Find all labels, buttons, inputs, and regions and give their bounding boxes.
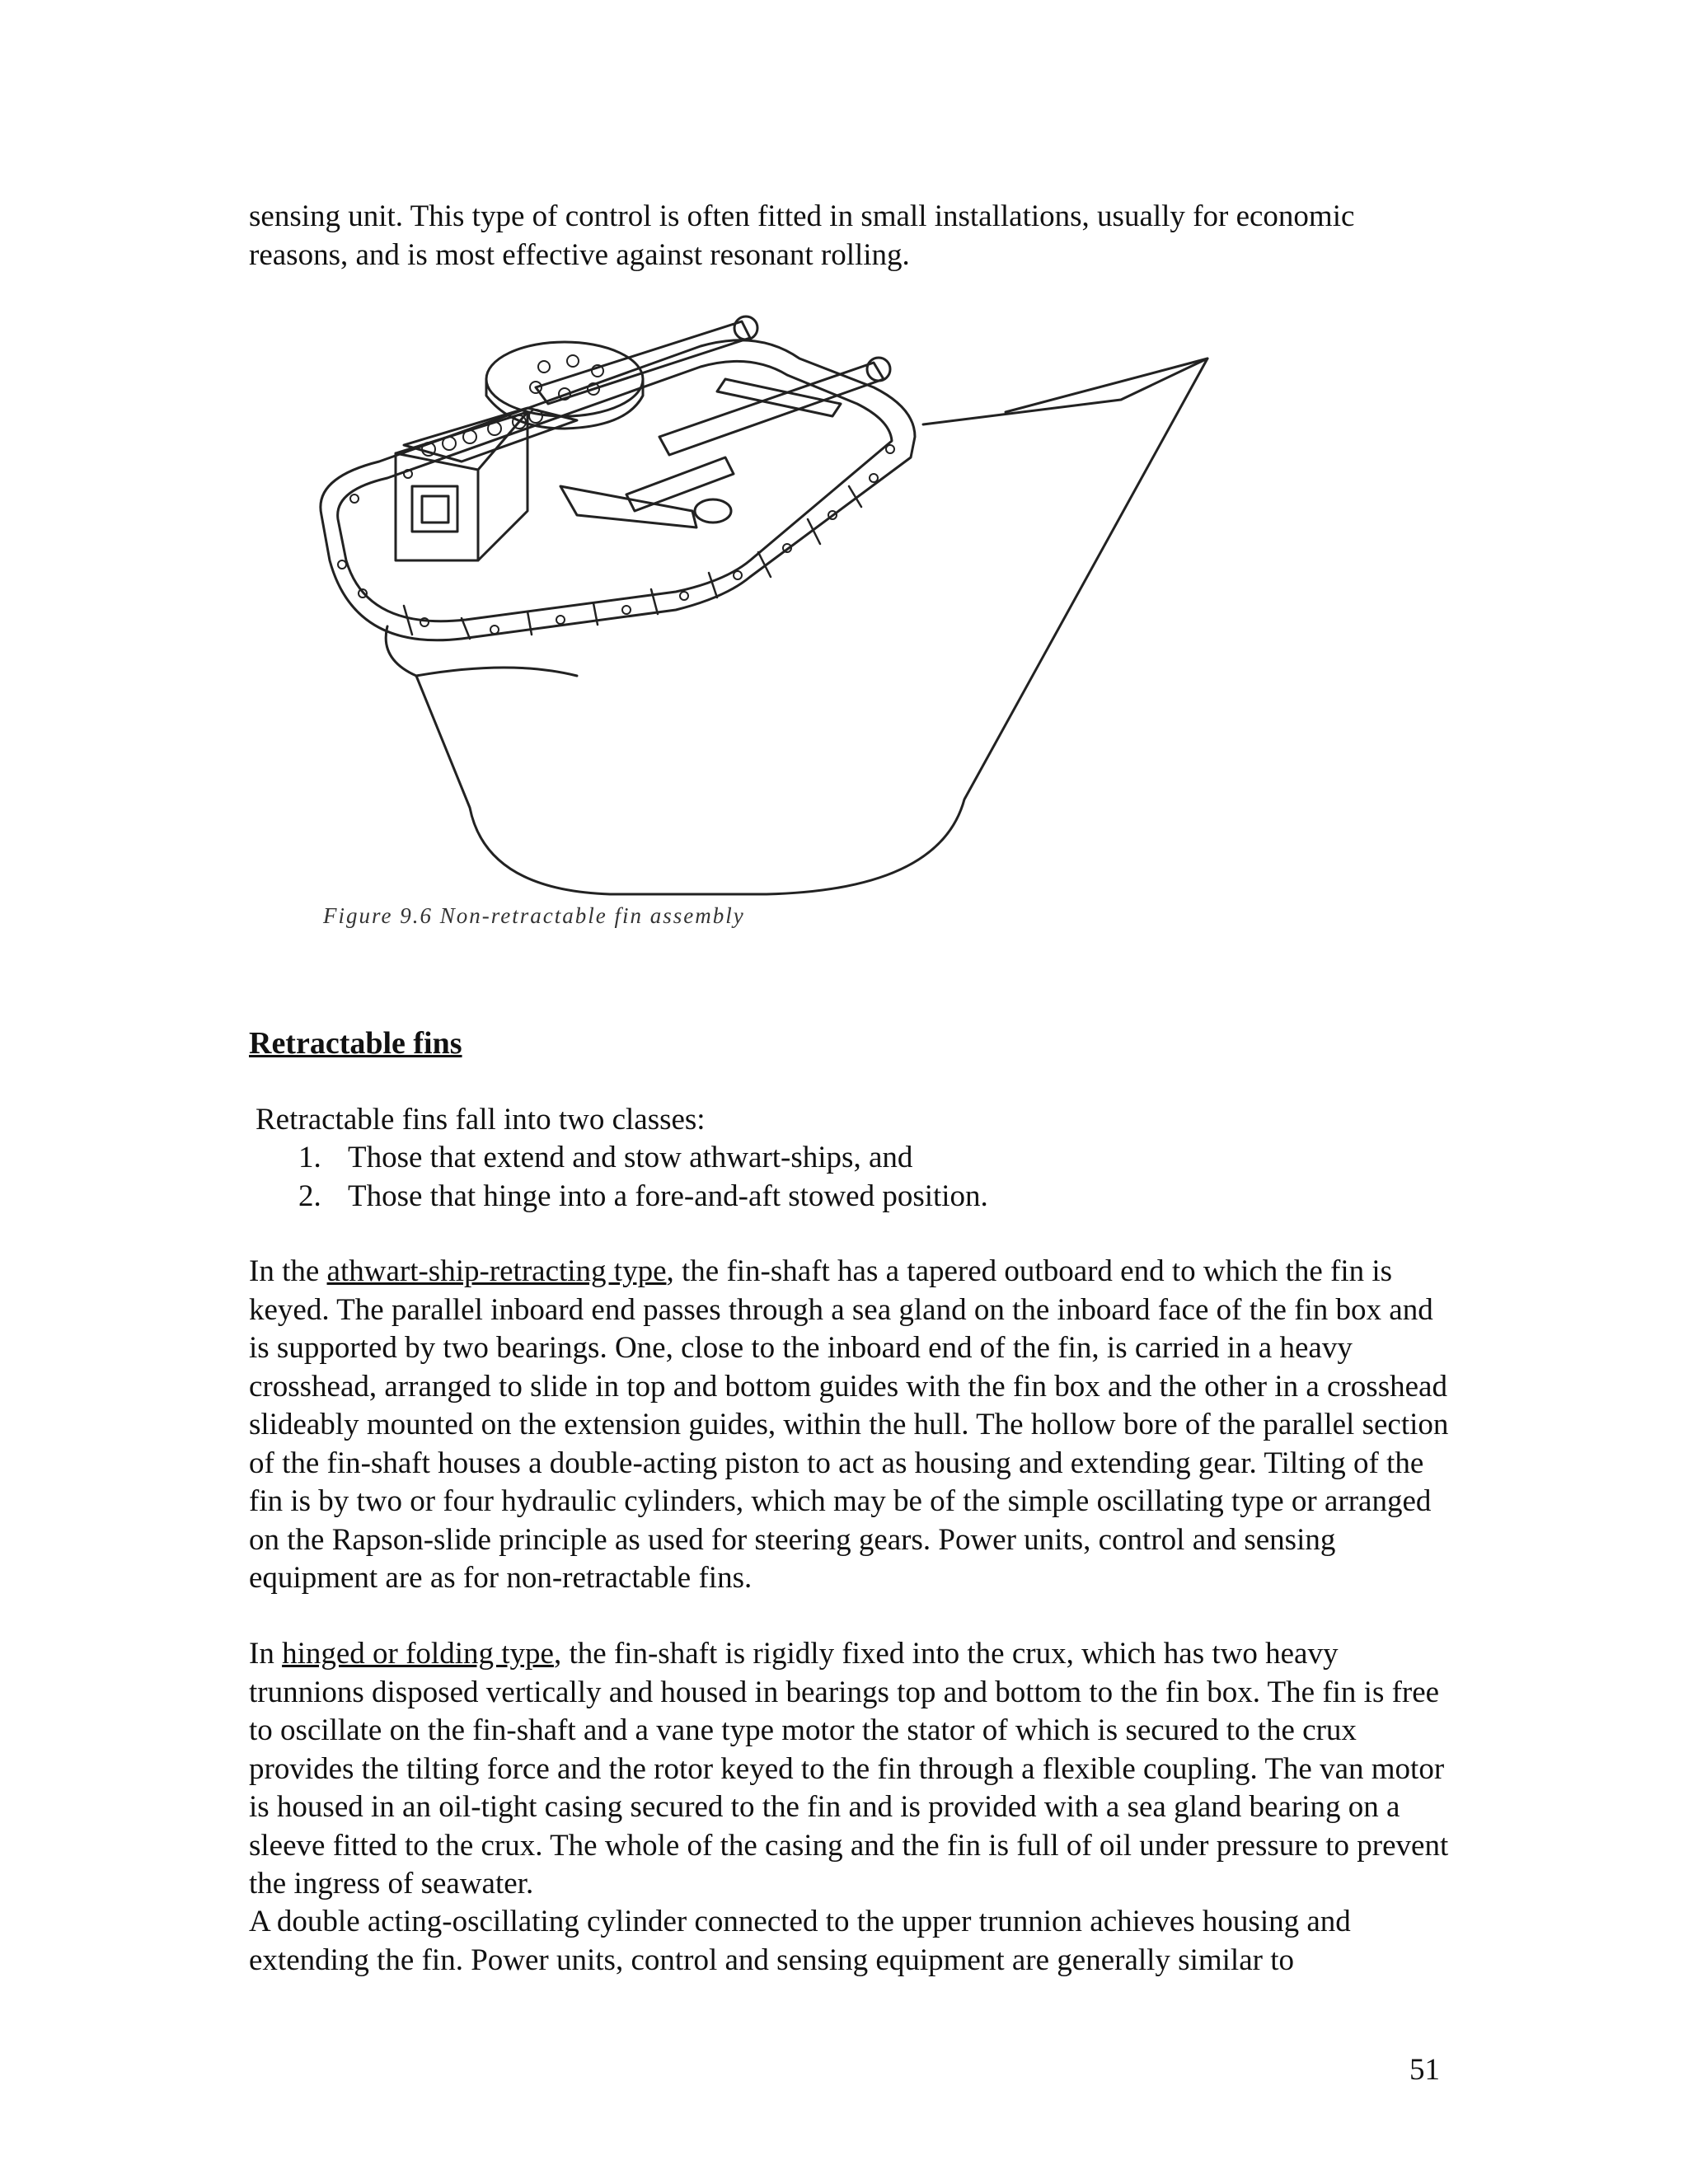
bolt-holes (338, 445, 894, 634)
hinged-type-paragraph: In hinged or folding type, the fin-shaft is rigidly fixed into the crux, which has two heavy trunnions disposed vertically and housed in bearings top and bottom to the fin box. The fin is free to oscillate on the fin-shaft and a vane type motor the stator of which is secured to the crux provides the tilting force and the rotor keyed to the fin through a flexible coupling. The van motor is housed in an oil-tight casing secured to the fin and is provided with a sea gland bearing on a sleeve fitted to the crux. The whole of the casing and the fin is full of oil under pressure to prevent the ingress of seawater. (249, 1637, 1449, 1900)
page-number: 51 (1409, 2053, 1440, 2087)
list-intro: Retractable fins fall into two classes: (256, 1103, 706, 1137)
intro-paragraph: sensing unit. This type of control is often fitted in small installations, usually for economic reasons, and is most effective against resonant rolling. (249, 199, 1355, 272)
hinged-type-term: hinged or folding type (282, 1637, 554, 1671)
classes-list (249, 1139, 988, 1216)
section-heading: Retractable fins (249, 1026, 462, 1061)
fin-blade (386, 359, 1207, 894)
list-item: 2. Those that hinge into a fore-and-aft stowed position. (298, 1179, 988, 1213)
athwart-ship-term: athwart-ship-retracting type (326, 1254, 667, 1288)
double-acting-paragraph: A double acting-oscillating cylinder connected to the upper trunnion achieves housing and extending the fin. Power units, control and sensing equipment are generally similar to (249, 1905, 1351, 1977)
fin-assembly-figure (264, 313, 1236, 956)
fin-box-rim (321, 340, 915, 640)
list-item: 1. Those that extend and stow athwart-ships, and (298, 1141, 913, 1174)
athwart-ship-paragraph: In the athwart-ship-retracting type, the fin-shaft has a tapered outboard end to which the fin is keyed. The parallel inboard end passes through a sea gland on the inboard face of the fin box and is supported by two bearings. One, close to the inboard end of the fin, is carried in a heavy crosshead, arranged to slide in top and bottom guides with the fin box and the other in a crosshead slideably mounted on the extension guides, within the hull. The hollow bore of the parallel section of the fin-shaft houses a double-acting piston to act as housing and extending gear. Tilting of the fin is by two or four hydraulic cylinders, which may be of the simple oscillating type or arranged on the Rapson-slide principle as used for steering gears. Power units, control and sensing equipment are as for non-retractable fins. (249, 1254, 1449, 1595)
fin-assembly-drawing (264, 313, 1236, 956)
figure-caption: Figure 9.6 Non-retractable fin assembly (323, 903, 745, 928)
